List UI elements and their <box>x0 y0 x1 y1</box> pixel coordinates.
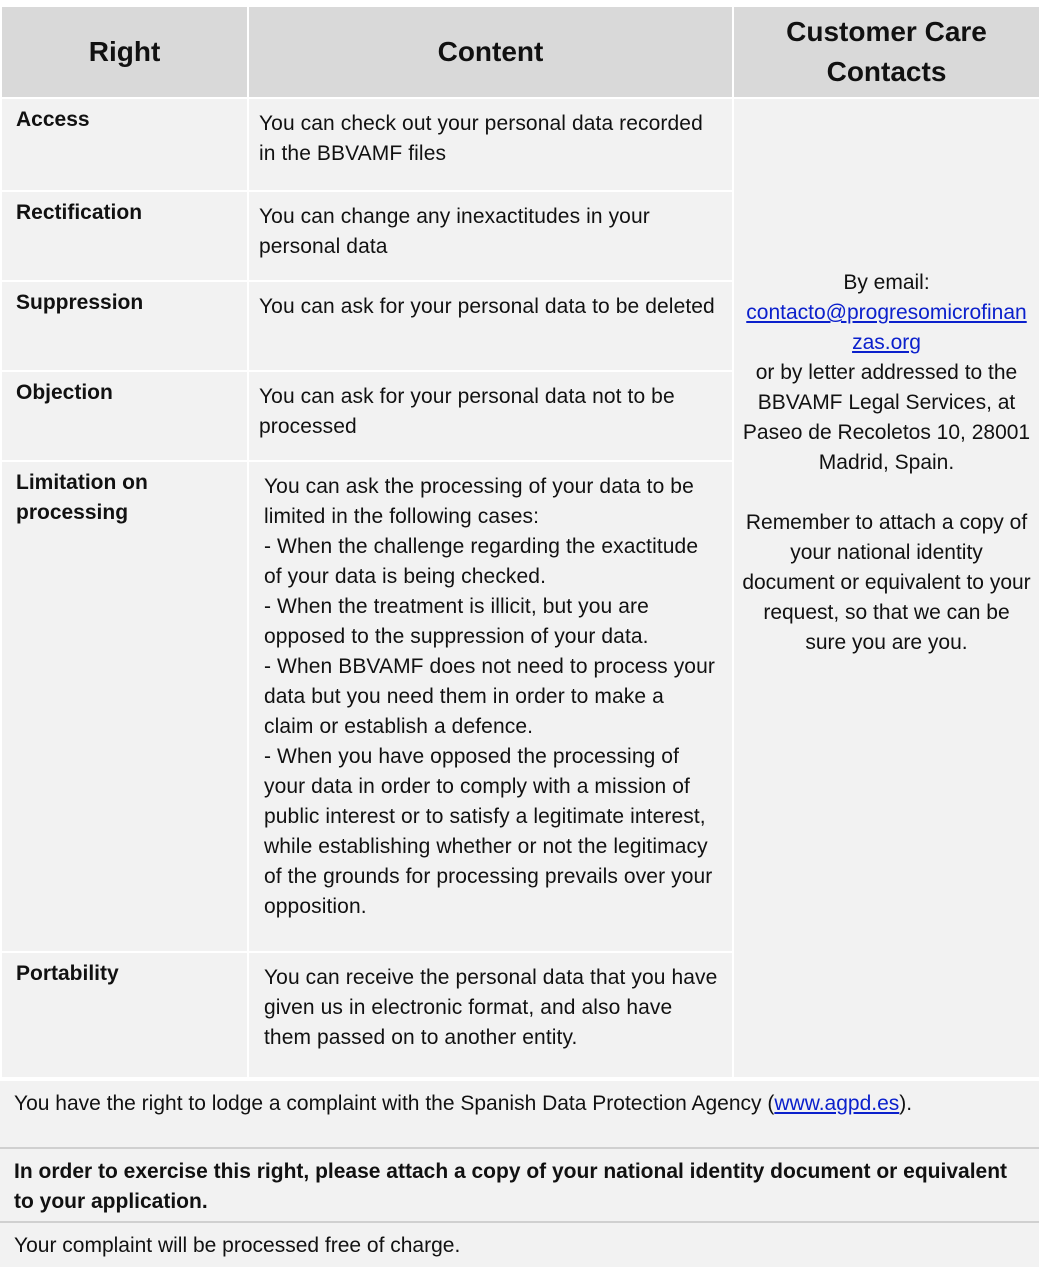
limitation-line: - When you have opposed the processing of your data in order to comply with a mission of public interest or to satisfy a legitimate interest, while establishing whether or not the legitimacy of the grounds for processing prevails over your opposition. <box>264 745 713 918</box>
content-rectification: You can change any inexactitudes in your personal data <box>248 191 733 281</box>
right-suppression: Suppression <box>1 281 248 371</box>
right-limitation: Limitation on processing <box>1 461 248 952</box>
contact-email-link[interactable]: contacto@progresomicrofinanzas.org <box>746 301 1027 354</box>
limitation-line: - When BBVAMF does not need to process your data but you need them in order to make a claim or establish a defence. <box>264 655 715 738</box>
rights-table <box>0 5 1041 1079</box>
right-objection: Objection <box>1 371 248 461</box>
header-content: Content <box>248 6 733 98</box>
limitation-line: - When the treatment is illicit, but you are opposed to the suppression of your data. <box>264 595 649 648</box>
right-rectification: Rectification <box>1 191 248 281</box>
content-access: You can check out your personal data recorded in the BBVAMF files <box>248 98 733 191</box>
free-notice: Your complaint will be processed free of charge. <box>0 1221 1039 1267</box>
content-suppression: You can ask for your personal data to be deleted <box>248 281 733 371</box>
right-portability: Portability <box>1 952 248 1078</box>
complaint-prefix: You have the right to lodge a complaint with the Spanish Data Protection Agency ( <box>14 1092 775 1115</box>
limitation-line: You can ask the processing of your data to be limited in the following cases: <box>264 475 694 528</box>
content-limitation <box>248 461 733 952</box>
agpd-link[interactable]: www.agpd.es <box>774 1092 900 1115</box>
complaint-suffix: ). <box>899 1092 913 1115</box>
header-contacts-line2: Contacts <box>826 56 947 87</box>
content-portability: You can receive the personal data that you have given us in electronic format, and also have them passed on to another entity. <box>248 952 733 1078</box>
table-row <box>1 98 1040 191</box>
contacts-letter: or by letter addressed to the BBVAMF Legal Services, at Paseo de Recoletos 10, 28001 Madrid, Spain. <box>742 361 1031 474</box>
right-access: Access <box>1 98 248 191</box>
header-right: Right <box>1 6 248 98</box>
rights-table-container <box>0 5 1039 1267</box>
contacts-remember: Remember to attach a copy of your national identity document or equivalent to your request, so that we can be sure you are you. <box>742 511 1031 654</box>
attach-notice: In order to exercise this right, please attach a copy of your national identity document or equivalent to your application. <box>0 1147 1039 1221</box>
content-objection: You can ask for your personal data not to be processed <box>248 371 733 461</box>
contacts-by-email: By email: <box>843 271 930 294</box>
limitation-line: - When the challenge regarding the exactitude of your data is being checked. <box>264 535 699 588</box>
complaint-notice <box>0 1079 1039 1147</box>
customer-care-contacts <box>733 98 1040 1078</box>
table-header-row <box>1 6 1040 98</box>
header-contacts <box>733 6 1040 98</box>
header-contacts-line1: Customer Care <box>786 16 987 47</box>
